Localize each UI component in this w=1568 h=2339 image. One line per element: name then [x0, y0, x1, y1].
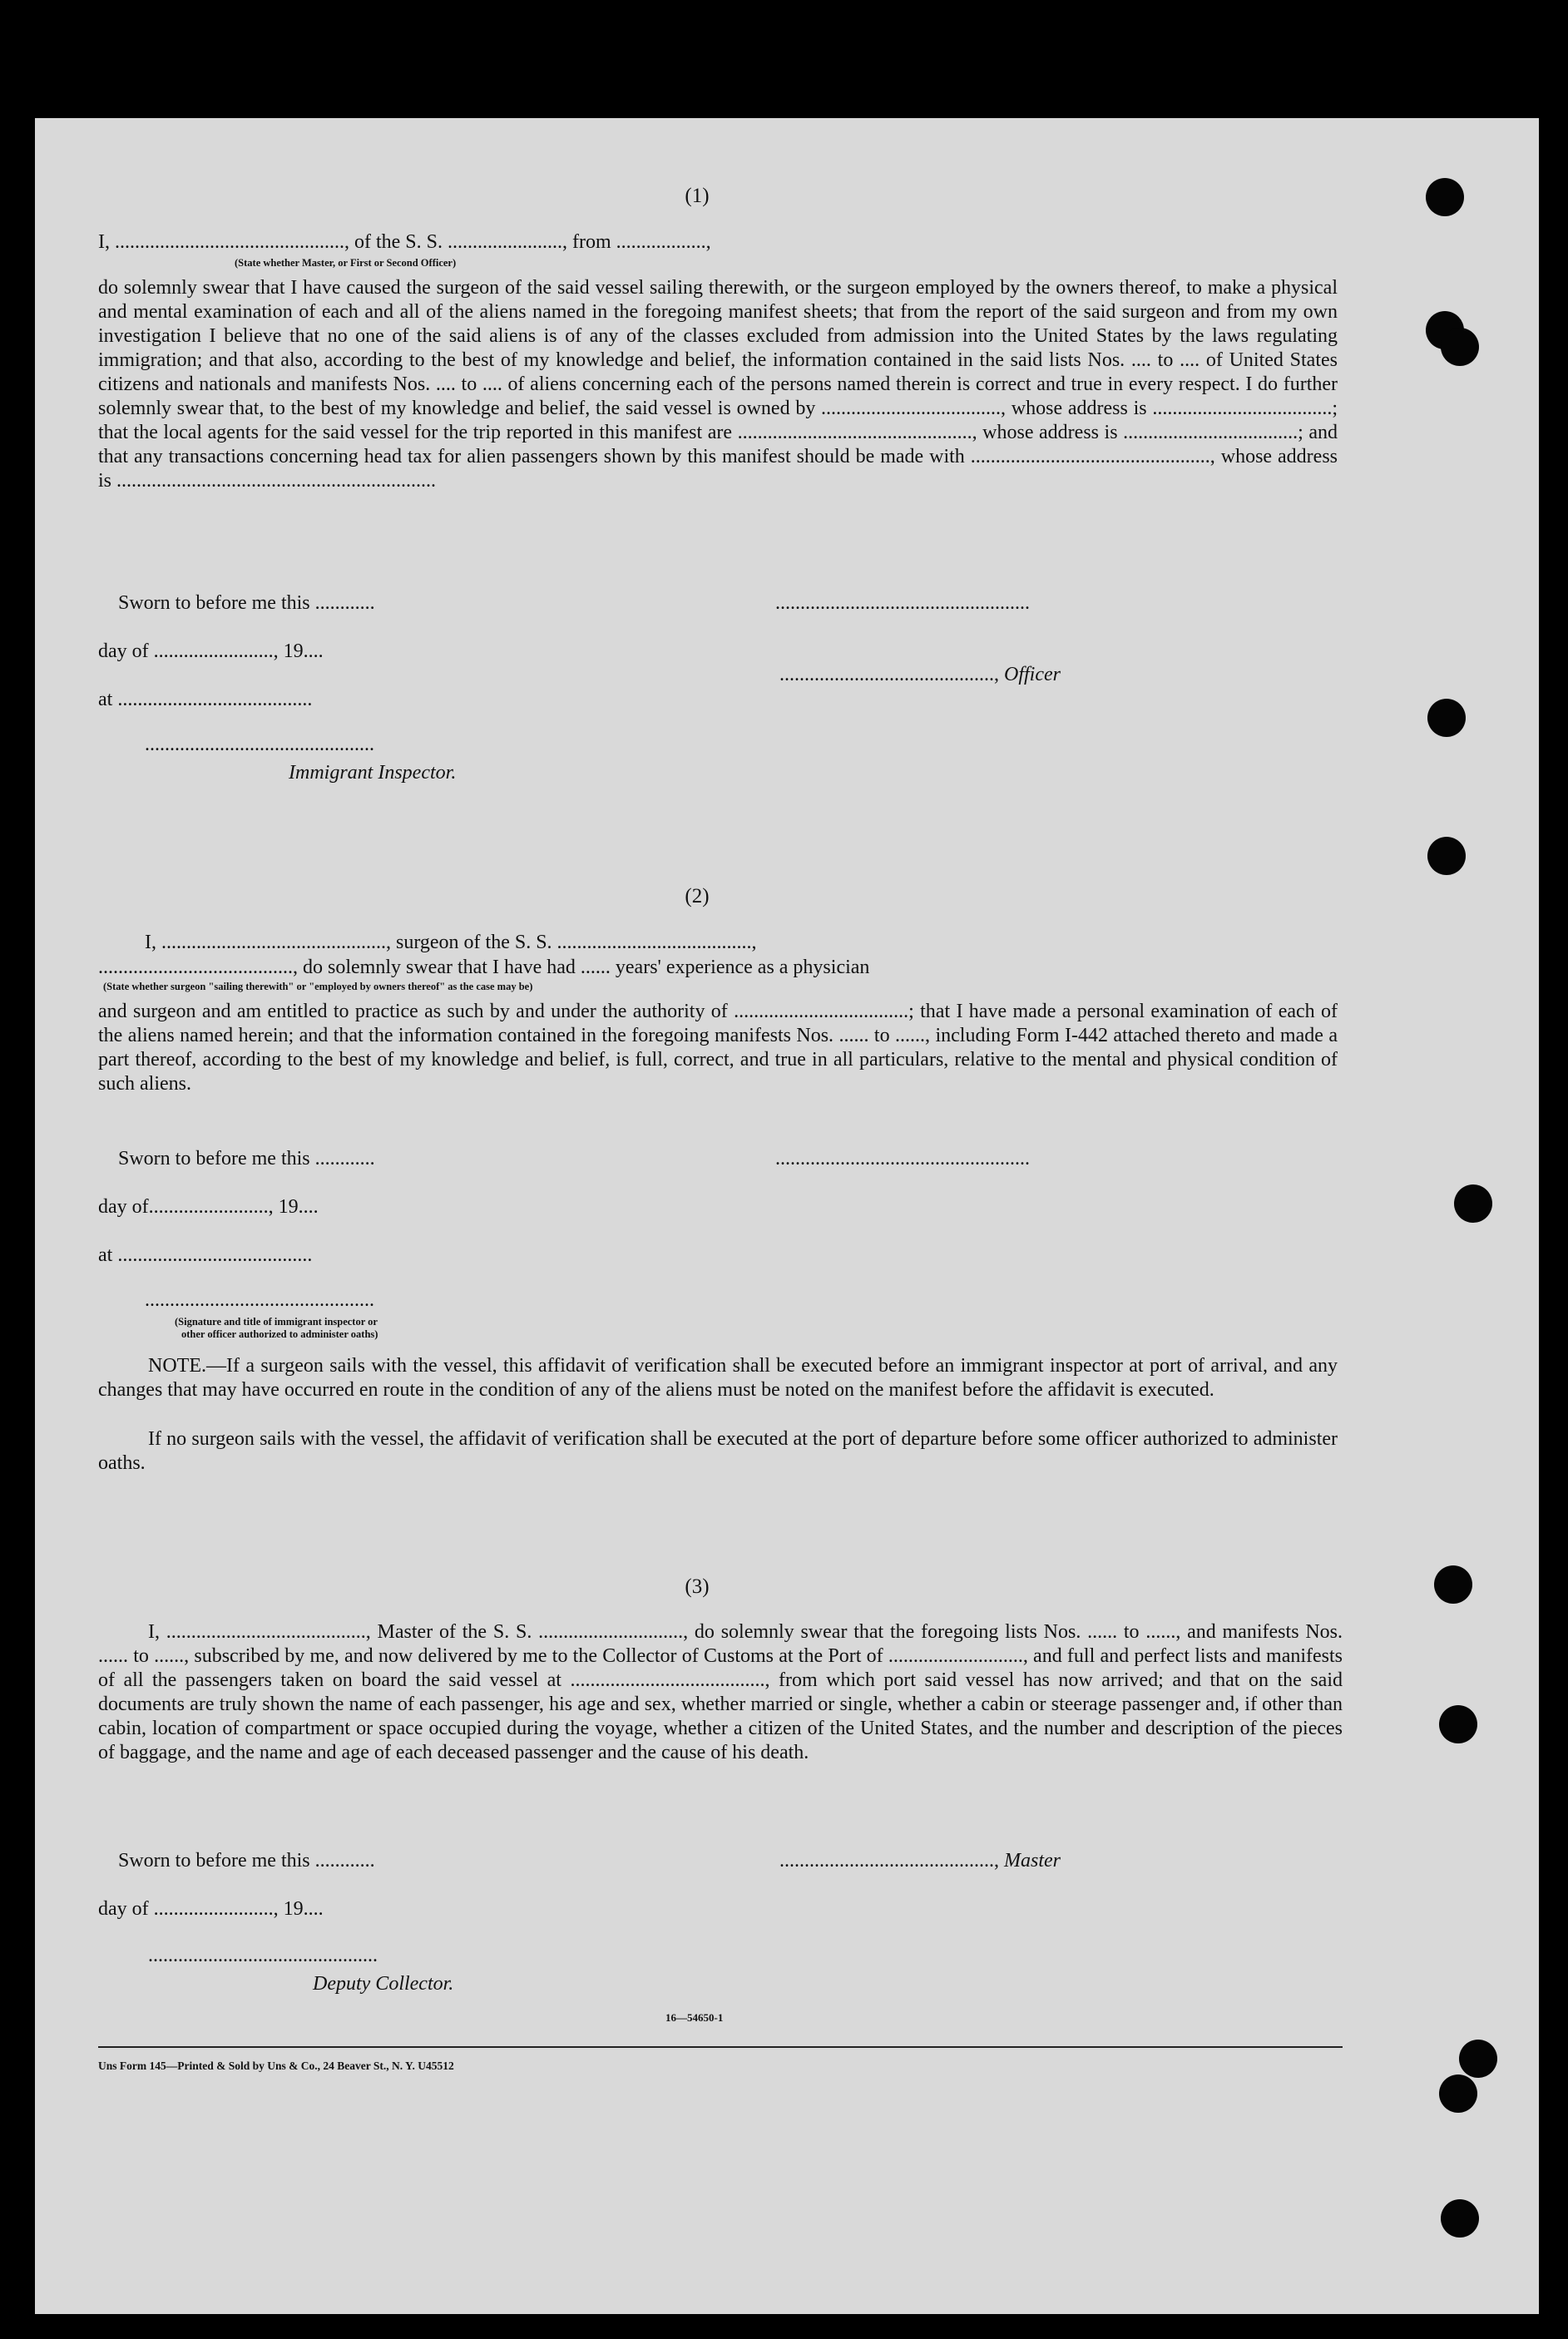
section3-master-line — [779, 1850, 1061, 1872]
footer-rule — [98, 2046, 1343, 2048]
section1-body: do solemnly swear that I have caused the surgeon of the said vessel sailing therewith, or the surgeon employed by the owners thereof, to make a physical and mental examination of each and all of the aliens named in the foregoing manifest sheets; that from the report of the said surgeon and from my own investigation I believe that no one of the said aliens is of any of the classes excluded from admission into the United States by the laws regulating immigration; and that also, according to the best of my knowledge and belief, the information contained in the said lists Nos. .... to .... of United States citizens and nationals and manifests Nos. .... to .... of aliens concerning each of the persons named therein is correct and true in every respect. I do further solemnly swear that, to the best of my knowledge and belief, the said vessel is owned by ...................................., whose address is ....................................; that the local agents for the said vessel for the trip reported in this manifest are ..............................................., whose address is ...................................; and that any transactions concerning head tax for alien passengers shown by this manifest should be made with ................................................, whose address is ................................................................ — [98, 277, 1338, 492]
punch-hole — [1427, 699, 1466, 737]
section2-title: (2) — [685, 885, 710, 907]
section3-body: I, ........................................, Master of the S. S. ............................., do solemnly swear that the foregoing lists Nos. ...... to ......, and manifests Nos. ...... to ......, subscribed by me, and now delivered by me to the Collector of Customs at the Port of ..........................., and full and perfect lists and manifests of all the passengers taken on board the said vessel at ......................................., from which port said vessel has now arrived; and that on the said documents are truly shown the name of each passenger, his age and sex, whether married or single, whether a cabin or steerage passenger and, if other than cabin, location of compartment or space occupied during the voyage, whether a citizen of the United States, and the number and description of the pieces of baggage, and the name and age of each deceased passenger and the cause of his death. — [98, 1621, 1343, 1763]
section1-line1: I, .............................................., of the S. S. ......................., from .................., — [98, 231, 711, 253]
punch-hole — [1439, 1705, 1477, 1743]
punch-hole — [1454, 1184, 1492, 1223]
punch-hole — [1441, 2199, 1479, 2238]
section1-sworn-signature-line: ................................................... — [775, 592, 1030, 614]
footer-imprint: Uns Form 145—Printed & Sold by Uns & Co., 24 Beaver St., N. Y. U45512 — [98, 2060, 454, 2072]
section3-day: day of ........................, 19.... — [98, 1898, 324, 1920]
section2-line1: I, ............................................., surgeon of the S. S. ......................................., — [145, 932, 757, 953]
punch-hole — [1434, 1565, 1472, 1604]
form-sheet — [35, 118, 1539, 2314]
section2-sig-line: .............................................. — [145, 1289, 374, 1311]
form-number: 16—54650-1 — [665, 2011, 724, 2024]
section2-at: at ....................................... — [98, 1244, 313, 1266]
section2-sig-caption1: (Signature and title of immigrant inspector or — [175, 1316, 378, 1328]
punch-hole — [1459, 2040, 1497, 2078]
section1-title: (1) — [685, 185, 710, 207]
officer-label: Officer — [1004, 664, 1061, 685]
section3-collector-label: Deputy Collector. — [313, 1973, 454, 1995]
punch-hole — [1427, 837, 1466, 875]
section1-caption: (State whether Master, or First or Second Officer) — [235, 257, 457, 269]
section1-day: day of ........................, 19.... — [98, 640, 324, 662]
section1-at: at ....................................... — [98, 689, 313, 710]
section3-collector-sig-line: .............................................. — [148, 1945, 378, 1966]
officer-dots: ..........................................., — [779, 664, 1004, 685]
section1-sworn: Sworn to before me this ............ — [118, 592, 375, 614]
section2-sworn: Sworn to before me this ............ — [118, 1148, 375, 1170]
section1-officer-line — [779, 664, 1061, 686]
punch-hole — [1426, 178, 1464, 216]
section2-sworn-signature-line: ................................................... — [775, 1148, 1030, 1170]
section2-line2: ......................................., do solemnly swear that I have had ...... years' experience as a physician — [98, 957, 870, 978]
punch-hole — [1441, 328, 1479, 366]
section3-title: (3) — [685, 1575, 710, 1598]
section1-inspector-label: Immigrant Inspector. — [289, 762, 457, 784]
master-label: Master — [1004, 1850, 1061, 1872]
master-dots: ..........................................., — [779, 1850, 1004, 1872]
section2-sig-caption2: other officer authorized to administer oaths) — [181, 1328, 378, 1340]
section3-sworn: Sworn to before me this ............ — [118, 1850, 375, 1872]
section2-note2: If no surgeon sails with the vessel, the affidavit of verification shall be executed at the port of departure before some officer authorized to administer oaths. — [98, 1428, 1338, 1474]
section2-day: day of........................, 19.... — [98, 1196, 319, 1218]
section2-caption: (State whether surgeon "sailing therewith" or "employed by owners thereof" as the case may be) — [103, 981, 533, 992]
section1-inspector-sig-line: .............................................. — [145, 734, 374, 755]
punch-hole — [1439, 2074, 1477, 2113]
section2-note: NOTE.—If a surgeon sails with the vessel, this affidavit of verification shall be executed before an immigrant inspector at port of arrival, and any changes that may have occurred en route in the condition of any of the aliens must be noted on the manifest before the affidavit is executed. — [98, 1355, 1338, 1401]
section2-body: and surgeon and am entitled to practice as such by and under the authority of ...................................; that I have made a personal examination of each of the aliens named herein; and that the information contained in the foregoing manifests Nos. ...... to ......, including Form I-442 attached thereto and made a part thereof, according to the best of my knowledge and belief, is full, correct, and true in all particulars, relative to the mental and physical condition of such aliens. — [98, 1001, 1338, 1095]
